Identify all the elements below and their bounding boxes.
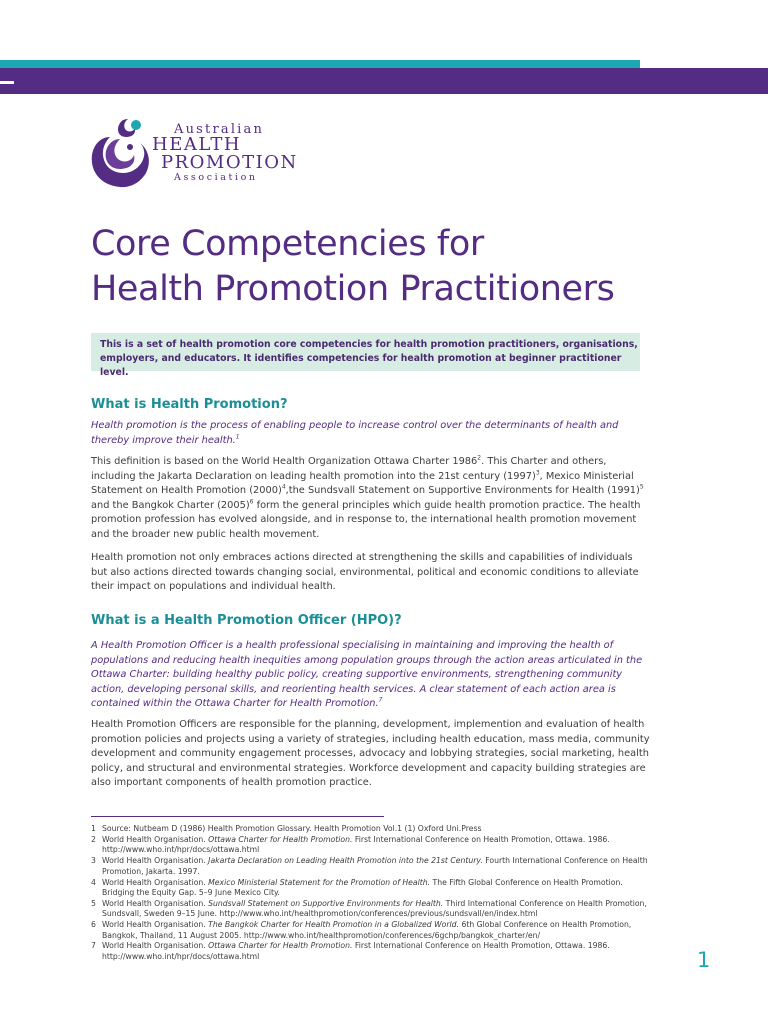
text-run: ,the Sundsvall Statement on Supportive Environments for Health (1991) — [285, 485, 640, 497]
logo-line-promotion: PROMOTION — [161, 152, 298, 173]
footnote-ref: 6 — [249, 498, 254, 506]
text-run: and the Bangkok Charter (2005) — [91, 499, 250, 511]
footnote-ref: 4 — [281, 483, 286, 491]
footnote-text: World Health Organisation. — [102, 877, 209, 887]
footnote-number: 5 — [91, 898, 96, 908]
paragraph-embraces-actions: Health promotion not only embraces actions directed at strengthening the skills and capabilities of individuals but also actions directed towards changing social, environmental, political and economic conditions to alleviate their impact on populations and individual health. — [91, 552, 639, 593]
text-run: , Mexico Ministerial Statement on Health Promotion (2000) — [91, 470, 634, 497]
ahpa-logo — [90, 117, 350, 189]
footnote-number: 1 — [91, 824, 96, 833]
hpo-definition — [91, 639, 651, 712]
paragraph-hpo-responsibilities: Health Promotion Officers are responsible for the planning, development, implemention and evaluation of health promotion policies and projects using a variety of strategies, including health education, mass media, community development and community engagement processes, advocacy and lobbying strategies, social marketing, health policy, and structural and environmental strategies. Workforce development and capacity building strategies are also important components of health promotion practice. — [91, 719, 650, 789]
header-stripe — [0, 81, 14, 84]
header-purple-bar — [0, 68, 768, 94]
footnote-item — [91, 941, 651, 962]
definition-text: Health promotion is the process of enabling people to increase control over the determinants of health and thereby improve their health. — [91, 420, 619, 446]
footnotes-list — [91, 824, 651, 963]
page-number: 1 — [697, 948, 711, 972]
logo-line-health: HEALTH — [152, 134, 242, 155]
logo-line-association: Association — [174, 172, 258, 183]
footnote-text: World Health Organisation. — [102, 920, 209, 930]
footnote-item — [91, 899, 651, 920]
footnote-ref: 7 — [378, 697, 383, 705]
footnote-ref: 1 — [235, 433, 240, 441]
footnote-text: First International Conference on Health Promotion, Ottawa. 1986. http://www.who.int/hpr/docs/ottawa.html — [102, 834, 610, 855]
logo-wordmark — [152, 123, 298, 183]
intro-text: This is a set of health promotion core competencies for health promotion practitioners, organisations, employers, and educators. It identifies competencies for health promotion at beginner practitioner level. — [100, 339, 638, 378]
intro-callout — [91, 333, 640, 378]
text-run: form the general principles which guide health promotion practice. The health promotion profession has evolved alongside, and in response to, the international health promotion movement and the broader new public health movement. — [91, 499, 641, 540]
footnote-text: World Health Organisation. — [102, 834, 209, 844]
footnote-number: 4 — [91, 877, 96, 887]
footnote-text: Fourth International Conference on Health Promotion, Jakarta. 1997. — [102, 856, 648, 876]
footnote-title: Ottawa Charter for Health Promotion. — [208, 834, 353, 844]
title-line-2: Health Promotion Practitioners — [91, 269, 615, 309]
footnote-text: World Health Organisation. — [102, 941, 209, 951]
footnote-number: 7 — [91, 941, 96, 951]
footnote-title: Mexico Ministerial Statement for the Promotion of Health. — [208, 877, 431, 887]
footnote-text: First International Conference on Health Promotion, Ottawa. 1986. http://www.who.int/hpr/docs/ottawa.html — [102, 941, 610, 961]
definition-text: A Health Promotion Officer is a health professional specialising in maintaining and improving the health of populations and reducing health inequities among population groups through the action areas articulated in the Ottawa Charter: building healthy public policy, creating supportive environments, strengthening community action, developing personal skills, and reorienting health services. A clear statement of each action area is contained within the Ottawa Charter for Health Promotion. — [91, 640, 643, 710]
footnote-divider — [91, 816, 384, 817]
footnote-number: 6 — [91, 920, 96, 930]
footnote-ref: 2 — [477, 454, 482, 462]
footnote-ref: 3 — [535, 469, 540, 477]
footnote-text: 6th Global Conference on Health Promotion, Bangkok, Thailand, 11 August 2005. http://www.who.int/healthpromotion/conferences/6gchp/bangkok_charter/en/ — [102, 920, 632, 940]
footnote-title: Sundsvall Statement on Supportive Environments for Health. — [208, 898, 444, 908]
footnote-item — [91, 878, 651, 899]
footnote-item — [91, 856, 651, 877]
health-promotion-definition — [91, 419, 651, 448]
footnote-item — [91, 835, 651, 856]
footnote-number: 2 — [91, 834, 96, 844]
footnote-title: The Bangkok Charter for Health Promotion in a Globalized World. — [208, 920, 459, 930]
footnote-title: Ottawa Charter for Health Promotion. — [208, 941, 353, 951]
footnote-ref: 5 — [639, 483, 644, 491]
logo-swirl-icon — [90, 117, 152, 189]
section-heading-what-is-hpo: What is a Health Promotion Officer (HPO)? — [91, 613, 402, 628]
footnote-text: World Health Organisation. — [102, 898, 209, 908]
footnote-item — [91, 920, 651, 941]
footnote-text: Third International Conference on Health Promotion, Sundsvall, Sweden 9–15 June. http://www.who.int/healthpromotion/conferences/previous/sundsvall/en/index.html — [102, 898, 647, 919]
title-line-1: Core Competencies for — [91, 224, 484, 264]
footnote-title: Jakarta Declaration on Leading Health Promotion into the 21st Century. — [208, 856, 483, 866]
footnote-text: World Health Organisation. — [102, 856, 209, 866]
footnote-item — [91, 824, 651, 834]
paragraph-ottawa-charter — [91, 455, 651, 543]
footnote-number: 3 — [91, 856, 96, 866]
header-gap — [640, 60, 768, 68]
page-title — [91, 222, 614, 312]
footnote-text: Source: Nutbeam D (1986) Health Promotion Glossary. Health Promotion Vol.1 (1) Oxford Uni.Press — [102, 824, 482, 833]
text-run: . This Charter and others, including the Jakarta Declaration on leading health promotion into the 21st century (1997) — [91, 456, 607, 482]
section-heading-what-is-health-promotion: What is Health Promotion? — [91, 397, 288, 412]
logo-line-australian: Australian — [174, 122, 265, 137]
text-run: This definition is based on the World Health Organization Ottawa Charter 1986 — [91, 456, 478, 467]
footnote-text: The Fifth Global Conference on Health Promotion. Bridging the Equity Gap. 5–9 June Mexico City. — [102, 877, 623, 897]
header-teal-bar — [0, 60, 640, 68]
